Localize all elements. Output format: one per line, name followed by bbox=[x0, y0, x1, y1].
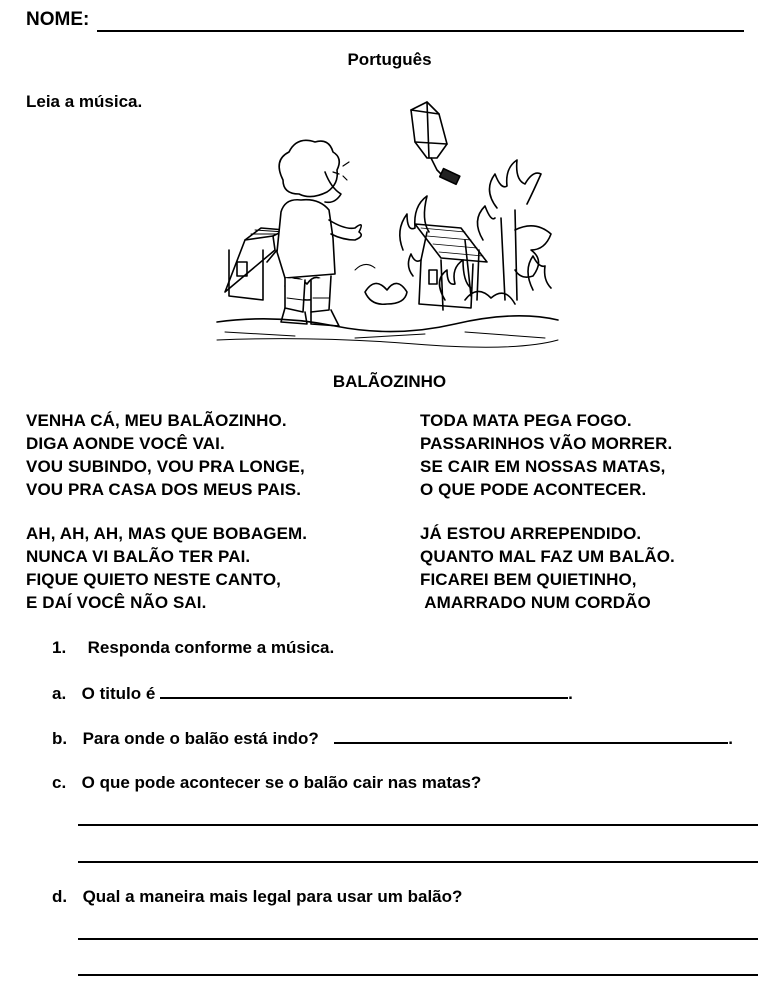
verse-line: AMARRADO NUM CORDÃO bbox=[420, 593, 651, 612]
question-1 bbox=[52, 638, 334, 658]
stanza-left-1 bbox=[26, 409, 305, 501]
answer-line-c2[interactable] bbox=[78, 861, 758, 863]
verse-line: E DAÍ VOCÊ NÃO SAI. bbox=[26, 593, 207, 612]
stanza-right-2 bbox=[420, 522, 675, 614]
period: . bbox=[728, 729, 733, 748]
verse-line: DIGA AONDE VOCÊ VAI. bbox=[26, 434, 225, 453]
stanza-right-1 bbox=[420, 409, 672, 501]
item-letter: a. bbox=[52, 684, 67, 703]
song-title: BALÃOZINHO bbox=[332, 372, 447, 391]
name-field-line[interactable] bbox=[97, 30, 744, 32]
boy-balloon-fire-illustration bbox=[215, 100, 560, 348]
verse-line: FICAREI BEM QUIETINHO, bbox=[420, 570, 637, 589]
verse-line: TODA MATA PEGA FOGO. bbox=[420, 411, 632, 430]
answer-line-d1[interactable] bbox=[78, 938, 758, 940]
verse-line: O QUE PODE ACONTECER. bbox=[420, 480, 647, 499]
name-label: NOME: bbox=[26, 9, 90, 30]
question-text: O que pode acontecer se o balão cair nas matas? bbox=[81, 773, 482, 792]
answer-blank-b[interactable] bbox=[334, 728, 728, 744]
question-text: Qual a maneira mais legal para usar um balão? bbox=[82, 887, 463, 906]
verse-line: QUANTO MAL FAZ UM BALÃO. bbox=[420, 547, 675, 566]
item-letter: c. bbox=[52, 773, 67, 792]
answer-line-c1[interactable] bbox=[78, 824, 758, 826]
boy-drawing bbox=[267, 140, 361, 326]
question-text: Para onde o balão está indo? bbox=[82, 729, 319, 748]
subject-title: Português bbox=[347, 50, 432, 69]
verse-line: PASSARINHOS VÃO MORRER. bbox=[420, 434, 673, 453]
period: . bbox=[568, 684, 573, 703]
question-text: O titulo é bbox=[81, 684, 156, 703]
stanza-left-2 bbox=[26, 522, 307, 614]
answer-line-d2[interactable] bbox=[78, 974, 758, 976]
item-letter: b. bbox=[52, 729, 68, 748]
question-text: Responda conforme a música. bbox=[87, 638, 335, 657]
question-b bbox=[52, 728, 733, 749]
item-letter: d. bbox=[52, 887, 68, 906]
question-d bbox=[52, 887, 462, 907]
answer-blank-a[interactable] bbox=[160, 683, 568, 699]
balloon-drawing bbox=[411, 102, 460, 184]
verse-line: NUNCA VI BALÃO TER PAI. bbox=[26, 547, 251, 566]
question-number: 1. bbox=[52, 638, 67, 657]
reading-instruction: Leia a música. bbox=[26, 92, 143, 111]
verse-line: JÁ ESTOU ARREPENDIDO. bbox=[420, 524, 642, 543]
verse-line: VOU SUBINDO, VOU PRA LONGE, bbox=[26, 457, 305, 476]
verse-line: VOU PRA CASA DOS MEUS PAIS. bbox=[26, 480, 302, 499]
question-c bbox=[52, 773, 481, 793]
verse-line: SE CAIR EM NOSSAS MATAS, bbox=[420, 457, 666, 476]
verse-line: VENHA CÁ, MEU BALÃOZINHO. bbox=[26, 411, 287, 430]
question-a bbox=[52, 683, 573, 704]
tree-group bbox=[465, 160, 551, 300]
verse-line: AH, AH, AH, MAS QUE BOBAGEM. bbox=[26, 524, 308, 543]
verse-line: FIQUE QUIETO NESTE CANTO, bbox=[26, 570, 282, 589]
